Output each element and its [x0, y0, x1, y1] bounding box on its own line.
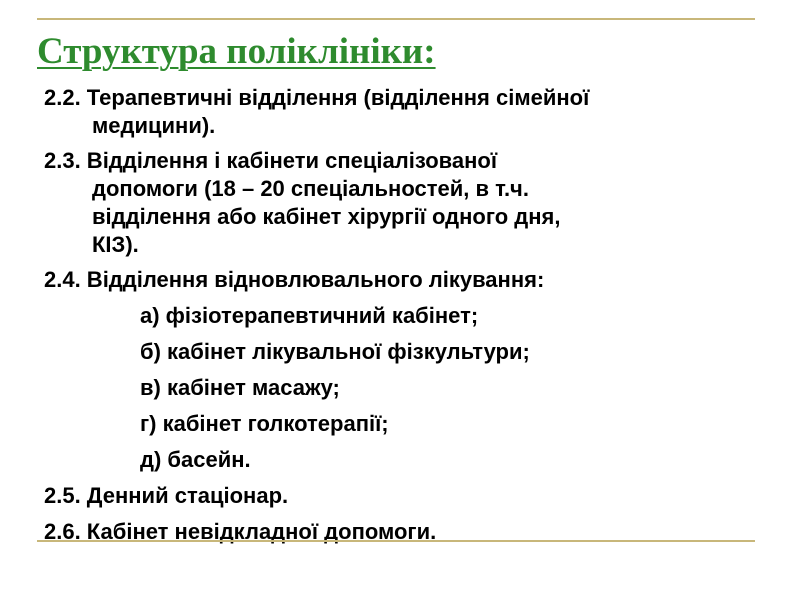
sub-item-c: в) кабінет масажу;	[140, 375, 340, 400]
top-divider	[37, 18, 755, 20]
bottom-divider	[37, 540, 755, 542]
list-item-line: 2.3. Відділення і кабінети спеціалізованої	[44, 148, 498, 173]
list-item-2-2	[44, 84, 764, 140]
list-item-line: допомоги (18 – 20 спеціальностей, в т.ч.	[92, 176, 529, 201]
sub-item-d: г) кабінет голкотерапії;	[140, 411, 389, 436]
list-item-2-5: 2.5. Денний стаціонар.	[44, 483, 289, 508]
sub-item-e: д) басейн.	[140, 447, 251, 472]
sub-item-a: а) фізіотерапевтичний кабінет;	[140, 303, 479, 328]
list-item-2-3	[44, 147, 764, 259]
slide-content	[44, 84, 764, 546]
list-item-line: медицини).	[92, 113, 216, 138]
list-item-2-4	[44, 266, 764, 294]
slide-title: Структура поліклініки:	[37, 31, 436, 72]
list-item-2-6: 2.6. Кабінет невідкладної допомоги.	[44, 519, 437, 544]
list-item-line: 2.4. Відділення відновлювального лікування:	[44, 267, 545, 292]
list-item-line: 2.2. Терапевтичні відділення (відділення сімейної	[44, 85, 590, 110]
list-item-line: відділення або кабінет хірургії одного дня,	[92, 204, 561, 229]
sub-item-b: б) кабінет лікувальної фізкультури;	[140, 339, 530, 364]
list-item-line: КІЗ).	[92, 232, 139, 257]
